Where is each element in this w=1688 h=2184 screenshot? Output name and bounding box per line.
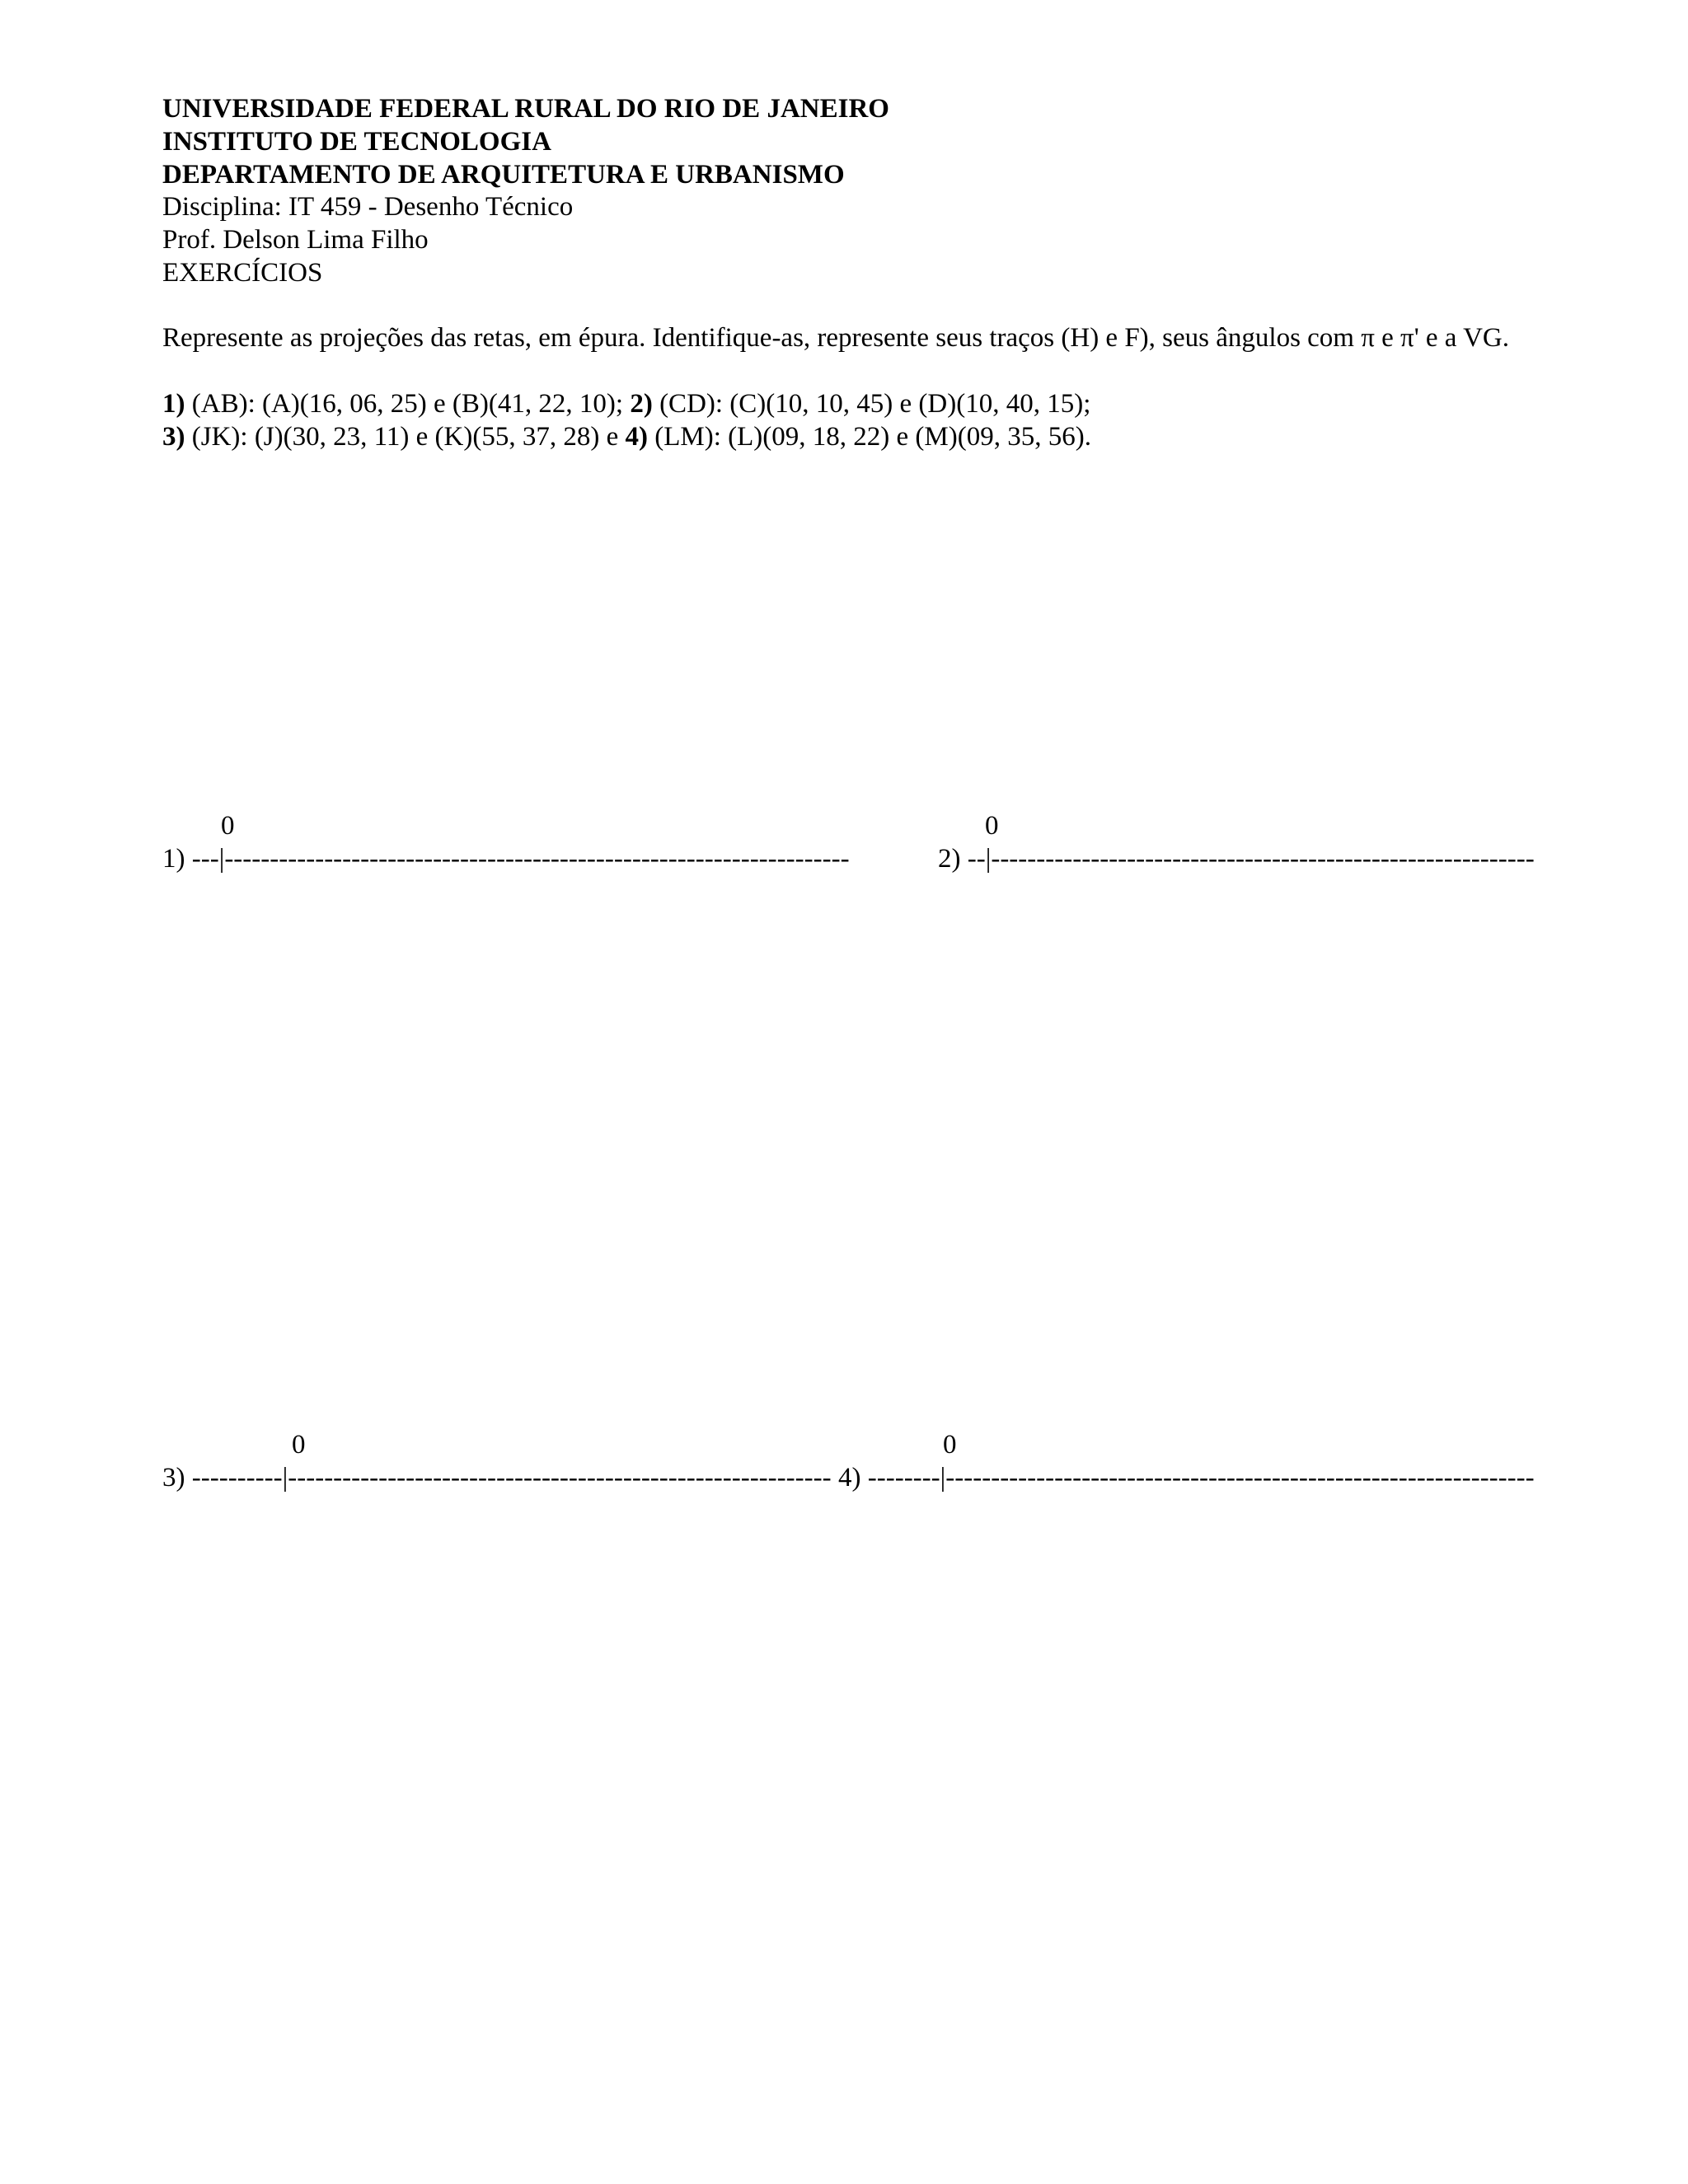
institute-name: INSTITUTO DE TECNOLOGIA — [162, 127, 551, 157]
professor-name: Prof. Delson Lima Filho — [162, 225, 429, 255]
exercise-2-ground-line: 2) --|------------------------------------------------------------ — [938, 844, 1535, 874]
exercise-3-ground-line: 3) ----------|------------------------------------------------------------ — [162, 1463, 832, 1493]
exercise-1-origin-label: 0 — [221, 811, 235, 841]
course-name: Disciplina: IT 459 - Desenho Técnico — [162, 192, 574, 222]
exercise-text-4: (LM): (L)(09, 18, 22) e (M)(09, 35, 56). — [647, 422, 1091, 452]
university-name: UNIVERSIDADE FEDERAL RURAL DO RIO DE JANEIRO — [162, 94, 889, 124]
exercise-3-origin-label: 0 — [292, 1430, 306, 1460]
exercise-number-2: 2) — [630, 389, 653, 419]
exercise-list-line-2 — [162, 420, 1091, 453]
exercise-number-3: 3) — [162, 422, 185, 452]
exercise-text-3: (JK): (J)(30, 23, 11) e (K)(55, 37, 28) e — [185, 422, 626, 452]
exercise-text-1: (AB): (A)(16, 06, 25) e (B)(41, 22, 10); — [185, 389, 631, 419]
exercise-1-ground-line: 1) ---|--------------------------------------------------------------------- — [162, 844, 850, 874]
department-name: DEPARTAMENTO DE ARQUITETURA E URBANISMO — [162, 160, 845, 190]
exercise-4-ground-line: 4) --------|----------------------------------------------------------------- — [838, 1463, 1535, 1493]
exercise-number-4: 4) — [625, 422, 648, 452]
section-title: EXERCÍCIOS — [162, 258, 323, 288]
exercise-list-line-1 — [162, 387, 1090, 420]
exercise-text-2: (CD): (C)(10, 10, 45) e (D)(10, 40, 15); — [652, 389, 1091, 419]
instructions-paragraph: Represente as projeções das retas, em épura. Identifique-as, represente seus traços (H) e F), seus ângulos com π e π' e a VG. — [162, 323, 1509, 353]
exercise-number-1: 1) — [162, 389, 185, 419]
exercise-4-origin-label: 0 — [943, 1430, 957, 1460]
exercise-2-origin-label: 0 — [985, 811, 999, 841]
